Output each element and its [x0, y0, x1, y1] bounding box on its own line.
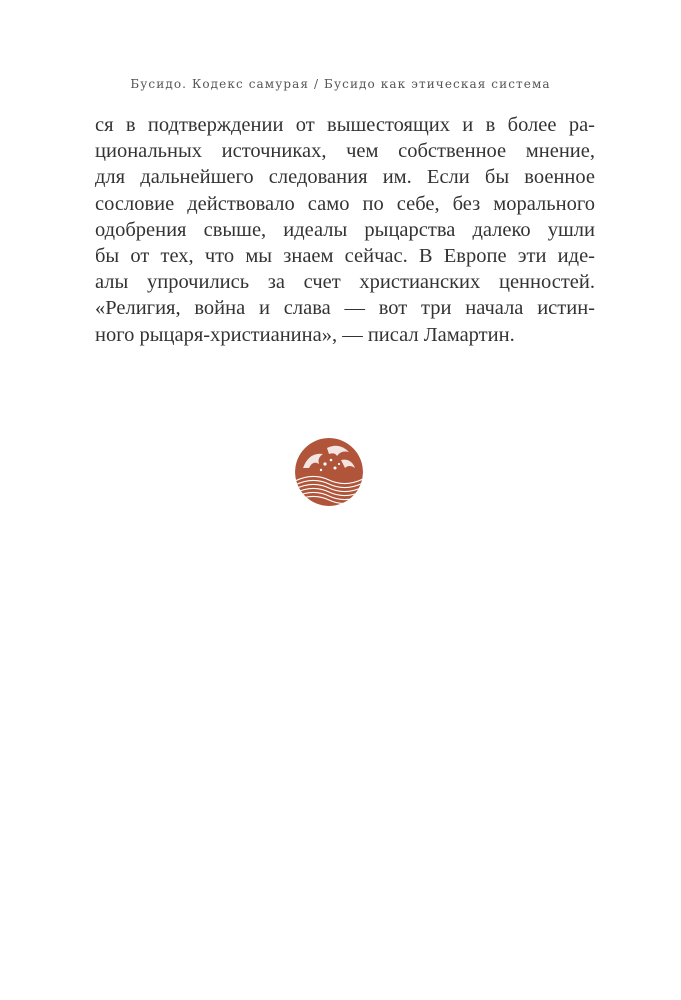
wave-emblem-icon — [295, 438, 363, 506]
text-line: циональных источниках, чем собственное мнение, — [95, 140, 595, 163]
body-paragraph — [95, 112, 595, 348]
text-line: бы от тех, что мы знаем сейчас. В Европе эти иде- — [95, 245, 595, 268]
text-line: одобрения свыше, идеалы рыцарства далеко ушли — [95, 218, 595, 241]
text-line: алы упрочились за счет христианских ценностей. — [95, 271, 595, 294]
running-header: Бусидо. Кодекс самурая / Бусидо как этическая система — [130, 77, 551, 91]
text-line: ся в подтверждении от вышестоящих и в более ра- — [95, 114, 595, 136]
text-line: «Религия, война и слава — вот три начала истин- — [95, 297, 595, 320]
text-line: для дальнейшего следования им. Если бы военное — [95, 166, 595, 189]
text-line: ного рыцаря-христианина», — писал Ламартин. — [95, 323, 515, 346]
text-line: сословие действовало само по себе, без морального — [95, 192, 595, 215]
